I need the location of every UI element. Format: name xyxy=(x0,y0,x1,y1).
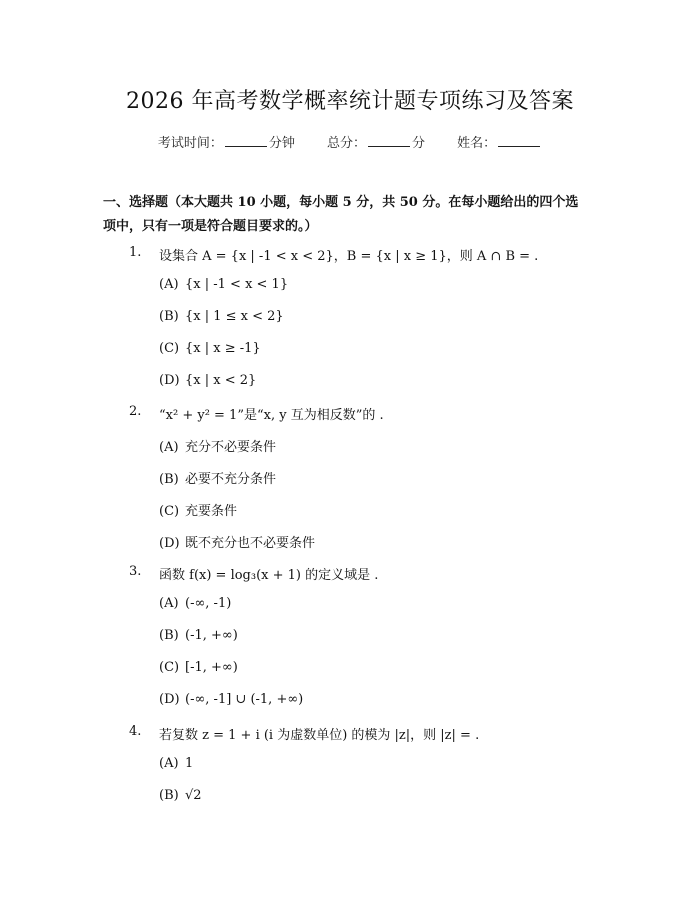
option-label: (D) xyxy=(159,692,180,707)
section-heading xyxy=(103,191,603,239)
question-number: 4. xyxy=(129,724,142,739)
option-label: (A) xyxy=(159,596,179,611)
time-unit: 分钟 xyxy=(268,136,295,151)
section-heading-line1: 一、选择题（本大题共 10 小题，每小题 5 分，共 50 分。在每小题给出的四个选 xyxy=(103,195,579,210)
question-text: 函数 f(x) = log₃(x + 1) 的定义域是 . xyxy=(159,568,379,583)
section-heading-line2: 项中，只有一项是符合题目要求的。） xyxy=(103,219,318,234)
question-number: 3. xyxy=(129,564,142,579)
score-unit: 分 xyxy=(412,136,426,151)
option-2c xyxy=(159,500,237,519)
option-label: (A) xyxy=(159,277,179,292)
option-3c xyxy=(159,660,238,675)
option-label: (D) xyxy=(159,373,180,388)
name-blank xyxy=(498,134,540,147)
name-label: 姓名： xyxy=(457,136,497,151)
option-label: (B) xyxy=(159,788,179,803)
option-text: {x | 1 ≤ x < 2} xyxy=(185,309,284,324)
option-text: 充分不必要条件 xyxy=(185,440,277,455)
page-title: 2026 年高考数学概率统计题专项练习及答案 xyxy=(126,89,574,114)
option-label: (D) xyxy=(159,536,180,551)
question-text: 设集合 A = {x | -1 < x < 2}，B = {x | x ≥ 1}，则 A ∩ B = . xyxy=(159,249,539,264)
option-1a xyxy=(159,277,288,292)
option-text: (-1, +∞) xyxy=(185,628,238,643)
option-text: 既不充分也不必要条件 xyxy=(185,536,316,551)
option-text: [-1, +∞) xyxy=(185,660,238,675)
option-3b xyxy=(159,628,238,643)
option-label: (C) xyxy=(159,504,180,519)
exam-meta xyxy=(0,132,700,151)
time-label: 考试时间： xyxy=(157,136,223,151)
question-text: “x² + y² = 1”是“x, y 互为相反数”的 . xyxy=(159,408,384,423)
option-label: (C) xyxy=(159,341,180,356)
option-2a xyxy=(159,436,276,455)
score-label: 总分： xyxy=(326,136,366,151)
option-text: 1 xyxy=(185,756,194,771)
score-field xyxy=(327,132,425,151)
option-text: (-∞, -1] ∪ (-1, +∞) xyxy=(185,692,304,707)
option-label: (C) xyxy=(159,660,180,675)
option-3d xyxy=(159,692,303,707)
option-text: {x | -1 < x < 1} xyxy=(185,277,289,292)
option-label: (A) xyxy=(159,440,179,455)
name-field xyxy=(457,132,542,151)
option-1c xyxy=(159,341,261,356)
option-text: 必要不充分条件 xyxy=(185,472,277,487)
question-number: 1. xyxy=(129,245,142,260)
option-1d xyxy=(159,373,256,388)
option-1b xyxy=(159,309,284,324)
option-2b xyxy=(159,468,276,487)
time-field xyxy=(158,132,295,151)
option-3a xyxy=(159,596,231,611)
option-text: 充要条件 xyxy=(185,504,238,519)
option-label: (A) xyxy=(159,756,179,771)
option-4b xyxy=(159,788,202,803)
option-text: √2 xyxy=(185,788,202,803)
option-4a xyxy=(159,756,193,771)
option-text: {x | x ≥ -1} xyxy=(185,341,261,356)
option-text: (-∞, -1) xyxy=(185,596,232,611)
score-blank xyxy=(368,134,410,147)
option-text: {x | x < 2} xyxy=(185,373,257,388)
option-2d xyxy=(159,532,315,551)
option-label: (B) xyxy=(159,472,179,487)
question-text: 若复数 z = 1 + i (i 为虚数单位) 的模为 |z|，则 |z| = . xyxy=(159,728,480,743)
option-label: (B) xyxy=(159,309,179,324)
question-number: 2. xyxy=(129,404,142,419)
option-label: (B) xyxy=(159,628,179,643)
time-blank xyxy=(225,134,267,147)
